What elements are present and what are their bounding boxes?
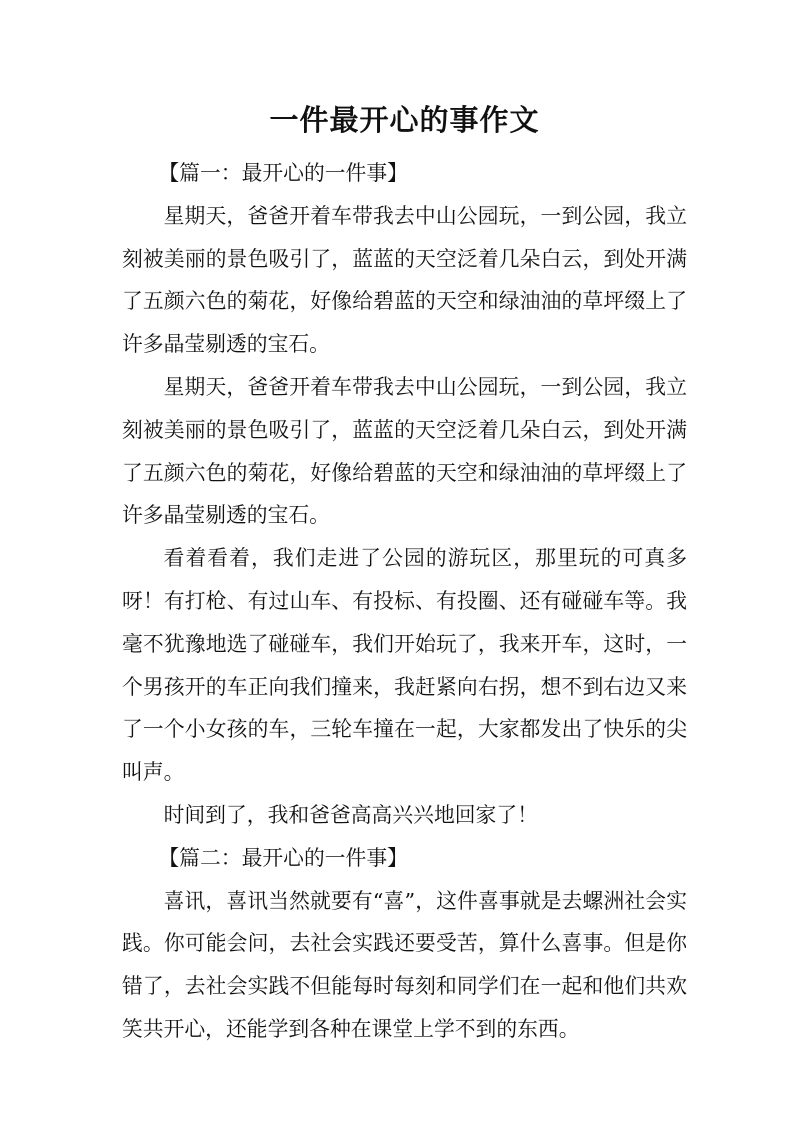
paragraph: 星期天，爸爸开着车带我去中山公园玩，一到公园，我立刻被美丽的景色吸引了，蓝蓝的天空泛着几朵白云，到处开满了五颜六色的菊花，好像给碧蓝的天空和绿油油的草坪缀上了许多晶莹剔透的宝石。 <box>122 203 687 357</box>
document-body <box>122 152 687 1051</box>
paragraph: 时间到了，我和爸爸高高兴兴地回家了！ <box>163 802 538 827</box>
paragraph: 看着看着，我们走进了公园的游玩区，那里玩的可真多呀！有打枪、有过山车、有投标、有投圈、还有碰碰车等。我毫不犹豫地选了碰碰车，我们开始玩了，我来开车，这时，一个男孩开的车正向我们撞来，我赶紧向右拐，想不到右边又来了一个小女孩的车，三轮车撞在一起，大家都发出了快乐的尖叫声。 <box>122 546 687 785</box>
document-title: 一件最开心的事作文 <box>269 103 540 137</box>
paragraph: 星期天，爸爸开着车带我去中山公园玩，一到公园，我立刻被美丽的景色吸引了，蓝蓝的天空泛着几朵白云，到处开满了五颜六色的菊花，好像给碧蓝的天空和绿油油的草坪缀上了许多晶莹剔透的宝石。 <box>122 374 687 528</box>
section-heading-2: 【篇二：最开心的一件事】 <box>158 845 408 870</box>
section-heading-1: 【篇一：最开心的一件事】 <box>158 161 408 185</box>
paragraph: 喜讯，喜讯当然就要有“喜”，这件喜事就是去螺洲社会实践。你可能会问，去社会实践还要受苦，算什么喜事。但是你错了，去社会实践不但能每时每刻和同学们在一起和他们共欢笑共开心，还能学到各种在课堂上学不到的东西。 <box>122 888 687 1041</box>
